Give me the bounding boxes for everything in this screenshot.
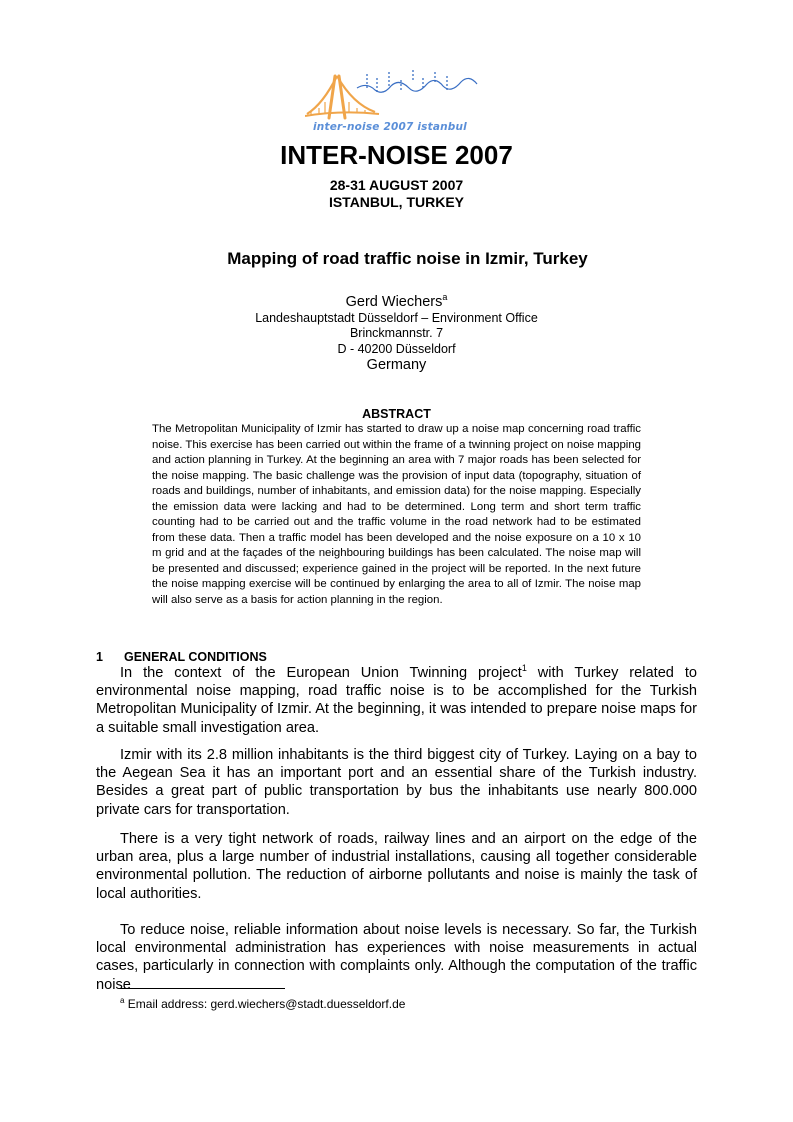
footnote-divider — [120, 988, 285, 989]
footnote — [120, 996, 405, 1011]
conference-dates: 28-31 AUGUST 2007 — [329, 177, 464, 193]
body-paragraph — [96, 664, 697, 737]
section-number: 1 — [96, 650, 103, 664]
conference-logo — [305, 68, 485, 136]
affiliation-line: Landeshauptstadt Düsseldorf – Environment Office — [255, 311, 538, 325]
conference-title: INTER-NOISE 2007 — [280, 140, 513, 170]
footnote-reference: 1 — [521, 663, 527, 674]
author-name: Gerd Wiechers — [345, 293, 443, 310]
affiliation-line: Brinckmannstr. 7 — [349, 326, 444, 340]
affiliation-line: D - 40200 Düsseldorf — [337, 342, 456, 356]
body-paragraph: Izmir with its 2.8 million inhabitants is the third biggest city of Turkey. Laying on a bay to the Aegean Sea it has an important port and an essential share of the Turkish industry. Besides a great part of public transportation by bus the inhabitants use nearly 800.000 private cars for transportation. — [96, 747, 697, 818]
body-paragraph: To reduce noise, reliable information about noise levels is necessary. So far, the Turkish local environmental administration has experiences with noise measurements in actual cases, particularly in connection with complaints only. Although the computation of the traffic noise — [96, 922, 697, 993]
paper-title: Mapping of road traffic noise in Izmir, Turkey — [227, 249, 588, 268]
abstract-text: The Metropolitan Municipality of Izmir has started to draw up a noise map concerning road traffic noise. This exercise has been carried out within the frame of a twinning project on noise mapping and action planning in Turkey. At the beginning an area with 7 major roads has been selected for the noise mapping. The basic challenge was the provision of input data (topography, situation of roads and buildings, number of inhabitants, and emission data) for the noise mapping. Especially the emission data were lacking and had to be determined. Long term and short term traffic counting had to be carried out and the traffic volume in the road network had to be estimated from these data. Then a traffic model has been developed and the noise exposure on a 10 x 10 m grid and at the façades of the neighbouring buildings has been calculated. The noise map will be presented and discussed; experience gained in the project will be reported. In the next future the noise mapping exercise will be continued by enlarging the area to all of Izmir. The noise map will also serve as a basis for action planning in the region. — [152, 423, 641, 606]
affiliation-country: Germany — [366, 357, 427, 373]
conference-location: ISTANBUL, TURKEY — [328, 194, 465, 210]
section-heading — [96, 650, 267, 664]
bridge-skyline-icon — [305, 68, 485, 124]
footnote-text: Email address: gerd.wiechers@stadt.duesseldorf.de — [124, 997, 406, 1011]
paragraph-text: In the context of the European Union Twinning project — [120, 665, 522, 681]
author-footnote-marker: a — [442, 292, 448, 302]
paragraph-text: with Turkey related to environmental noise mapping, road traffic noise is to be accomplished for the Turkish Metropolitan Municipality of Izmir. At the beginning, it was intended to prepare noise maps for a suitable small investigation area. — [96, 665, 698, 736]
body-paragraph: There is a very tight network of roads, railway lines and an airport on the edge of the urban area, plus a large number of industrial installations, causing all together considerable environmental pollution. The reduction of airborne pollutants and noise is mainly the task of local authorities. — [96, 831, 697, 902]
section-title: GENERAL CONDITIONS — [124, 650, 267, 664]
abstract-heading: ABSTRACT — [362, 407, 431, 421]
footnote-marker: a — [120, 996, 125, 1005]
logo-text: inter-noise 2007 istanbul — [313, 121, 467, 133]
author — [0, 292, 793, 310]
